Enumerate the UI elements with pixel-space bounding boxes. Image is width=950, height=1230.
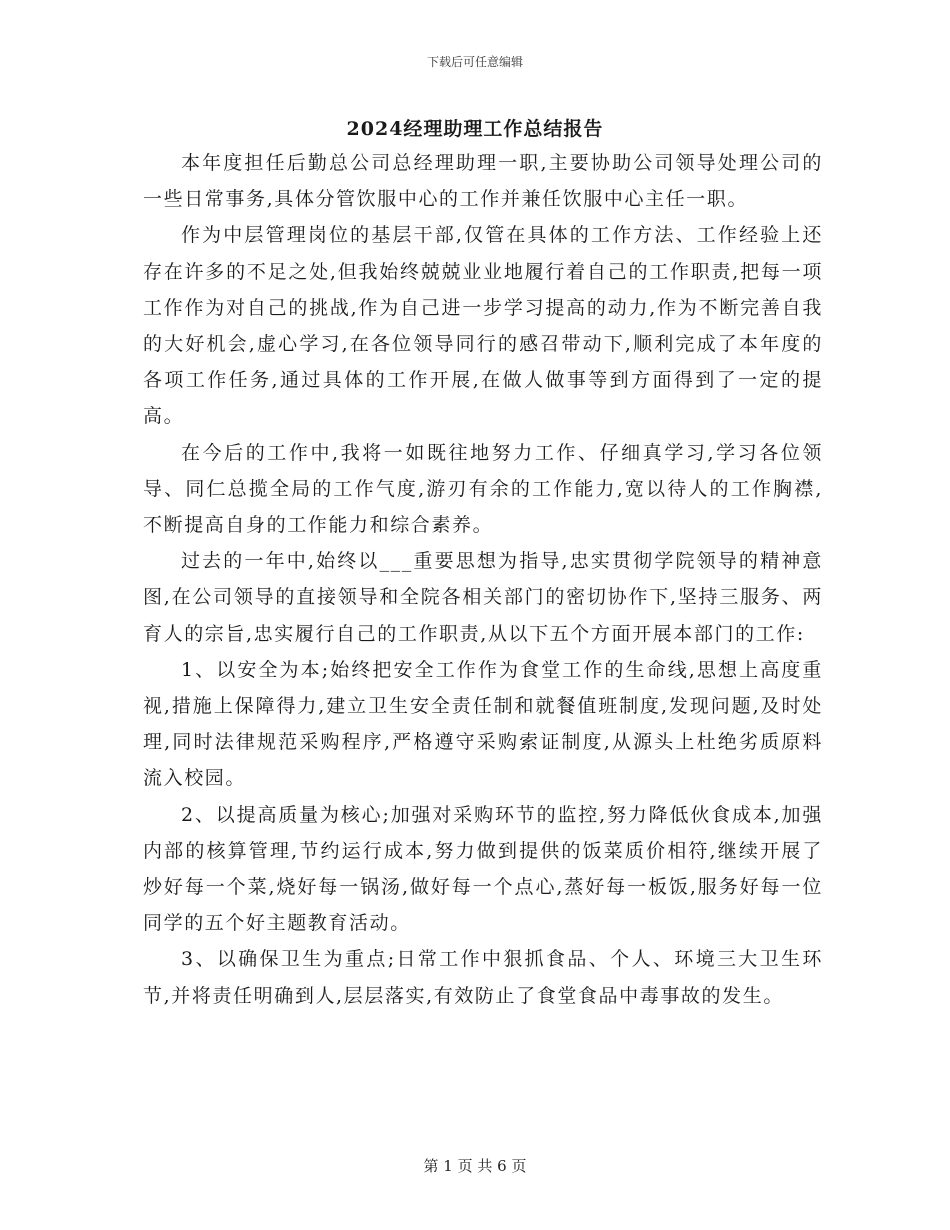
paragraph: 3、以确保卫生为重点;日常工作中狠抓食品、个人、环境三大卫生环节,并将责任明确到人,层层落实,有效防止了食堂食品中毒事故的发生。 [143, 948, 823, 1007]
document-title: 2024经理助理工作总结报告 [346, 118, 604, 140]
paragraph: 作为中层管理岗位的基层干部,仅管在具体的工作方法、工作经验上还存在许多的不足之处,但我始终兢兢业业地履行着自己的工作职责,把每一项工作作为对自己的挑战,作为自己进一步学习提高的动力,作为不断完善自我的大好机会,虚心学习,在各位领导同行的感召带动下,顺利完成了本年度的各项工作任务,通过具体的工作开展,在做人做事等到方面得到了一定的提高。 [143, 224, 823, 428]
paragraph: 在今后的工作中,我将一如既往地努力工作、仔细真学习,学习各位领导、同仁总揽全局的工作气度,游刃有余的工作能力,宽以待人的工作胸襟,不断提高自身的工作能力和综合素养。 [143, 441, 823, 537]
paragraph: 过去的一年中,始终以___重要思想为指导,忠实贯彻学院领导的精神意图,在公司领导的直接领导和全院各相关部门的密切协作下,坚持三服务、两育人的宗旨,忠实履行自己的工作职责,从以下五个方面开展本部门的工作: [143, 550, 823, 645]
paragraph: 本年度担任后勤总公司总经理助理一职,主要协助公司领导处理公司的一些日常事务,具体分管饮服中心的工作并兼任饮服中心主任一职。 [143, 152, 823, 211]
document-body [143, 145, 823, 1014]
paragraph: 2、以提高质量为核心;加强对采购环节的监控,努力降低伙食成本,加强内部的核算管理,节约运行成本,努力做到提供的饭菜质价相符,继续开展了炒好每一个菜,烧好每一锅汤,做好每一个点心,蒸好每一板饭,服务好每一位同学的五个好主题教育活动。 [143, 803, 823, 935]
page-header: 下载后可任意编辑 [426, 55, 523, 69]
paragraph: 1、以安全为本;始终把安全工作作为食堂工作的生命线,思想上高度重视,措施上保障得力,建立卫生安全责任制和就餐值班制度,发现问题,及时处理,同时法律规范采购程序,严格遵守采购索证制度,从源头上杜绝劣质原料流入校园。 [143, 658, 823, 790]
page-number: 第 1 页 共 6 页 [423, 1157, 527, 1175]
